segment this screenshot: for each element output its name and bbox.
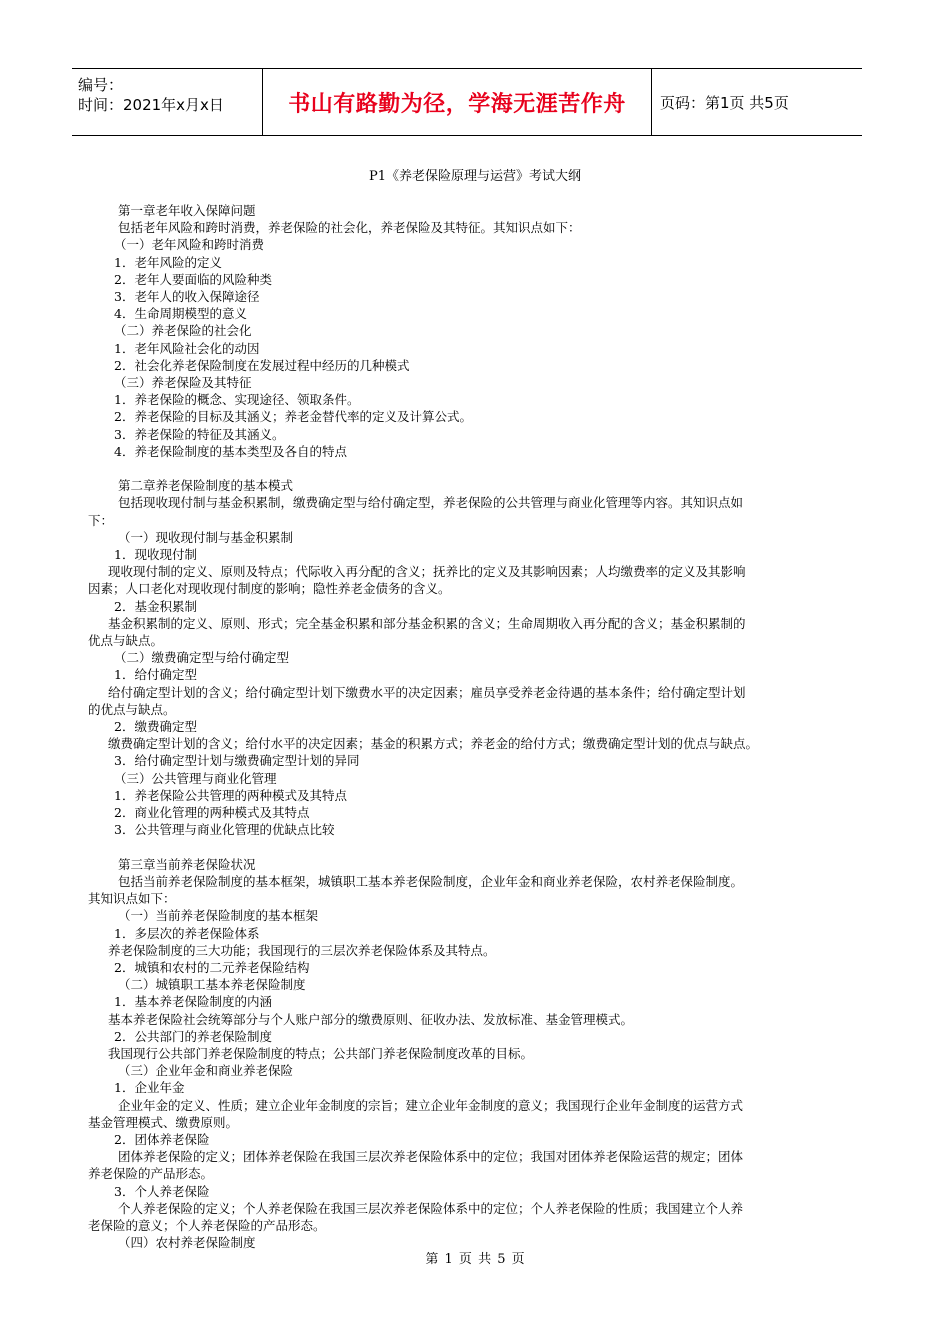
body-line: 养老保险的产品形态。 <box>88 1166 214 1182</box>
body-line: 2．团体养老保险 <box>114 1131 210 1147</box>
body-line: 基本养老保险社会统筹部分与个人账户部分的缴费原则、征收办法、发放标准、基金管理模式。 <box>108 1011 634 1027</box>
body-line: 3．公共管理与商业化管理的优缺点比较 <box>114 822 335 838</box>
body-line: （二）城镇职工基本养老保险制度 <box>118 977 306 993</box>
body-line: （一）现收现付制与基金积累制 <box>118 529 294 545</box>
body-line: 2．基金积累制 <box>114 598 197 614</box>
header-left-cell <box>72 69 262 135</box>
body-line: 3．给付确定型计划与缴费确定型计划的异同 <box>114 753 360 769</box>
body-line: 1．老年风险社会化的动因 <box>114 340 260 356</box>
body-line: 其知识点如下： <box>88 891 176 907</box>
footer-mid1: 页 <box>458 1252 472 1267</box>
body-line: 老保险的意义；个人养老保险的产品形态。 <box>88 1217 326 1233</box>
body-line: 2．老年人要面临的风险种类 <box>114 271 272 287</box>
header-table <box>72 68 862 136</box>
page-footer <box>0 1248 950 1267</box>
body-line: 4．生命周期模型的意义 <box>114 306 247 322</box>
body-line: 1．老年风险的定义 <box>114 254 222 270</box>
footer-mid2: 共 <box>478 1252 492 1267</box>
body-line: 2．公共部门的养老保险制度 <box>114 1028 272 1044</box>
body-line: 2．缴费确定型 <box>114 719 197 735</box>
body-line: 1．基本养老保险制度的内涵 <box>114 994 272 1010</box>
footer-page-number: 1 <box>444 1252 453 1267</box>
body-line: 4．养老保险制度的基本类型及各自的特点 <box>114 443 347 459</box>
body-line: 基金管理模式、缴费原则。 <box>88 1114 239 1130</box>
body-line: 1．养老保险的概念、实现途径、领取条件。 <box>114 392 360 408</box>
body-line: 的优点与缺点。 <box>88 701 176 717</box>
body-line: 2．社会化养老保险制度在发展过程中经历的几种模式 <box>114 357 410 373</box>
body-line: 缴费确定型计划的含义；给付水平的决定因素；基金的积累方式；养老金的给付方式；缴费确定型计划的优点与缺点。 <box>108 736 759 752</box>
body-line: 养老保险制度的三大功能；我国现行的三层次养老保险体系及其特点。 <box>108 942 496 958</box>
body-line: 1．多层次的养老保险体系 <box>114 925 260 941</box>
body-line: 给付确定型计划的含义；给付确定型计划下缴费水平的决定因素；雇员享受养老金待遇的基本条件；给付确定型计划 <box>108 684 746 700</box>
body-line: 我国现行公共部门养老保险制度的特点；公共部门养老保险制度改革的目标。 <box>108 1045 534 1061</box>
body-line: 因素；人口老化对现收现付制度的影响；隐性养老金债务的含义。 <box>88 581 451 597</box>
body-line: 团体养老保险的定义；团体养老保险在我国三层次养老保险体系中的定位；我国对团体养老保险运营的规定；团体 <box>118 1149 744 1165</box>
header-motto: 书山有路勤为径，学海无涯苦作舟 <box>262 69 652 135</box>
body-line: 现收现付制的定义、原则及特点；代际收入再分配的含义；抚养比的定义及其影响因素；人均缴费率的定义及其影响 <box>108 564 746 580</box>
body-line: 1．现收现付制 <box>114 547 197 563</box>
body-line: 包括当前养老保险制度的基本框架，城镇职工基本养老保险制度，企业年金和商业养老保险，农村养老保险制度。 <box>118 873 744 889</box>
body-line: （一）当前养老保险制度的基本框架 <box>118 908 319 924</box>
document-number-label: 编号： <box>78 76 124 94</box>
body-line: 基金积累制的定义、原则、形式；完全基金积累和部分基金积累的含义；生命周期收入再分配的含义；基金积累制的 <box>108 615 746 631</box>
body-line: 企业年金的定义、性质；建立企业年金制度的宗旨；建立企业年金制度的意义；我国现行企业年金制度的运营方式 <box>118 1097 744 1113</box>
body-line: 3．养老保险的特征及其涵义。 <box>114 426 285 442</box>
body-line: （三）公共管理与商业化管理 <box>114 770 277 786</box>
body-line: （三）企业年金和商业养老保险 <box>118 1063 294 1079</box>
document-date-label: 时间：2021年x月x日 <box>78 96 224 114</box>
body-line: 3．老年人的收入保障途径 <box>114 289 260 305</box>
body-line: 2．商业化管理的两种模式及其特点 <box>114 805 310 821</box>
body-line: 1．企业年金 <box>114 1080 185 1096</box>
document-body <box>88 202 850 1251</box>
body-line: 包括现收现付制与基金积累制，缴费确定型与给付确定型，养老保险的公共管理与商业化管理等内容。其知识点如 <box>118 495 744 511</box>
body-line: 第二章养老保险制度的基本模式 <box>118 478 294 494</box>
body-line: 1．给付确定型 <box>114 667 197 683</box>
blank-line <box>88 839 850 856</box>
body-line: （二）养老保险的社会化 <box>114 323 252 339</box>
body-line: （四）农村养老保险制度 <box>118 1235 256 1251</box>
body-line: 第一章老年收入保障问题 <box>118 203 256 218</box>
footer-suffix: 页 <box>511 1252 525 1267</box>
body-line: 第三章当前养老保险状况 <box>118 856 256 872</box>
document-title: P1《养老保险原理与运营》考试大纲 <box>368 169 582 184</box>
body-line: 2．养老保险的目标及其涵义；养老金替代率的定义及计算公式。 <box>114 409 472 425</box>
body-line: （三）养老保险及其特征 <box>114 375 252 391</box>
body-line: 2．城镇和农村的二元养老保险结构 <box>114 959 310 975</box>
body-line: （一）老年风险和跨时消费 <box>114 237 265 253</box>
body-line: 下： <box>88 512 114 528</box>
body-line: （二）缴费确定型与给付确定型 <box>114 650 290 666</box>
body-line: 1．养老保险公共管理的两种模式及其特点 <box>114 787 347 803</box>
body-line: 3．个人养老保险 <box>114 1183 210 1199</box>
header-page-info: 页码：第1页 共5页 <box>660 93 789 112</box>
body-line: 包括老年风险和跨时消费，养老保险的社会化，养老保险及其特征。其知识点如下： <box>118 220 581 236</box>
body-line: 优点与缺点。 <box>88 633 164 649</box>
body-line: 个人养老保险的定义；个人养老保险在我国三层次养老保险体系中的定位；个人养老保险的性质；我国建立个人养 <box>118 1200 744 1216</box>
footer-prefix: 第 <box>425 1252 439 1267</box>
footer-total-pages: 5 <box>497 1252 506 1267</box>
blank-line <box>88 460 850 477</box>
